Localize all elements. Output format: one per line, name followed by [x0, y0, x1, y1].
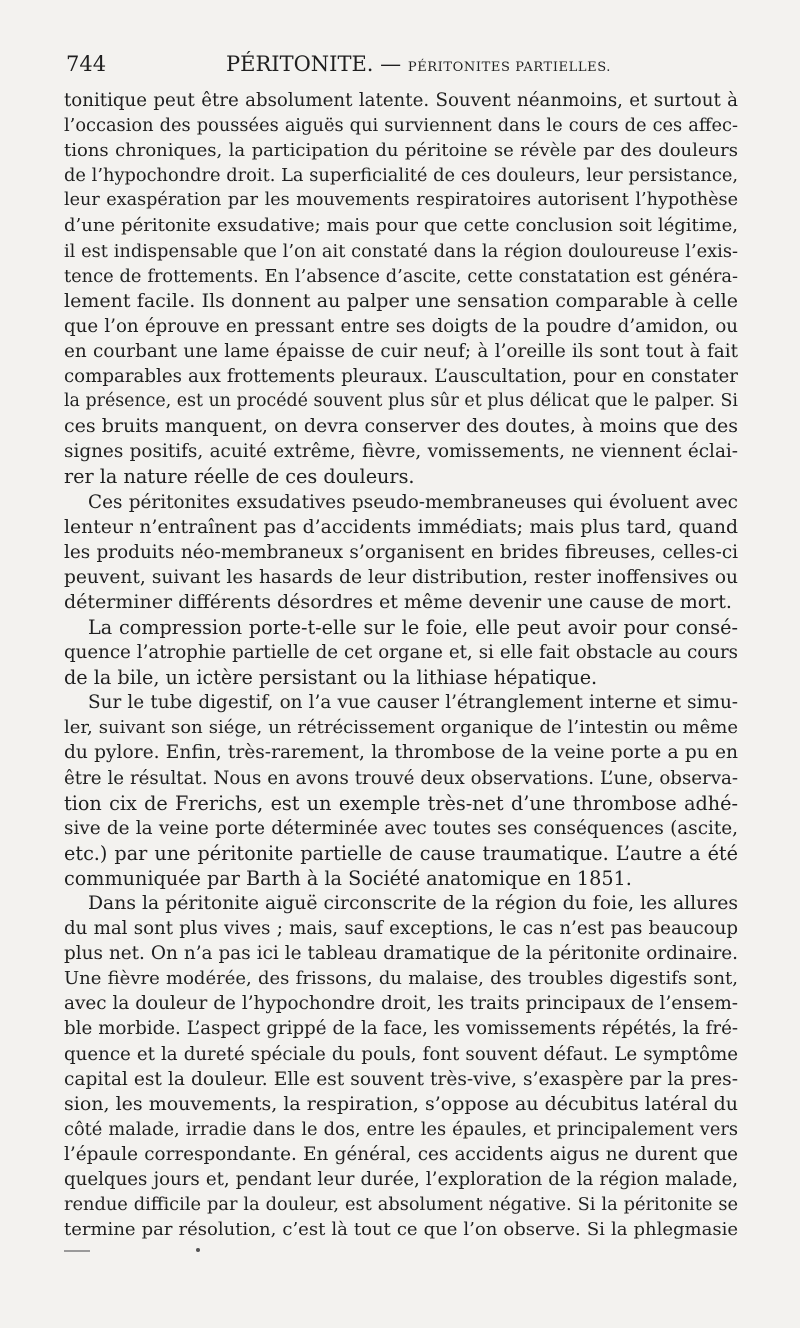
- text-line: Dans la péritonite aiguë circonscrite de la région du foie, les allures: [88, 893, 738, 914]
- text-line: ces bruits manquent, on devra conserver des doutes, à moins que des: [64, 415, 738, 438]
- text-line: tonitique peut être absolument latente. Souvent néanmoins, et surtout à: [64, 90, 738, 111]
- text-line: de la bile, un ictère persistant ou la lithiase hépatique.: [64, 666, 598, 690]
- text-line: tion cix de Frerichs, est un exemple très-net d’une thrombose adhé-: [64, 791, 738, 815]
- text-line: les produits néo-membraneux s’organisent en brides fibreuses, celles-ci: [64, 541, 738, 563]
- text-line: rendue difficile par la douleur, est absolument négative. Si la péritonite se: [64, 1194, 738, 1216]
- text-line: Une fièvre modérée, des frissons, du malaise, des troubles digestifs sont,: [64, 968, 738, 990]
- text-line: etc.) par une péritonite partielle de cause traumatique. L’autre a été: [64, 841, 738, 865]
- text-line: sion, les mouvements, la respiration, s’oppose au décubitus latéral du: [64, 1092, 738, 1115]
- text-line: Sur le tube digestif, on l’a vue causer l’étranglement interne et simu-: [88, 692, 738, 714]
- text-line: être le résultat. Nous en avons trouvé deux observations. L’une, observa-: [64, 767, 738, 789]
- title-separator: —: [373, 52, 408, 76]
- text-line: déterminer différents désordres et même devenir une cause de mort.: [64, 590, 732, 613]
- text-line: du pylore. Enfin, très-rarement, la thrombose de la veine porte a pu en: [64, 742, 738, 764]
- section-title: PÉRITONITES PARTIELLES.: [407, 60, 611, 75]
- text-line: plus net. On n’a pas ici le tableau dramatique de la péritonite ordinaire.: [64, 943, 738, 965]
- text-line: communiquée par Barth à la Société anatomique en 1851.: [64, 866, 632, 890]
- text-line: que l’on éprouve en pressant entre ses doigts de la poudre d’amidon, ou: [64, 315, 738, 337]
- text-line: quence l’atrophie partielle de cet organe et, si elle fait obstacle au cours: [64, 642, 738, 664]
- text-line: la présence, est un procédé souvent plus sûr et plus délicat que le palper. Si: [64, 391, 738, 412]
- text-line: en courbant une lame épaisse de cuir neuf; à l’oreille ils sont tout à fait: [64, 340, 738, 362]
- text-line: l’occasion des poussées aiguës qui surviennent dans le cours de ces affec-: [64, 115, 738, 137]
- text-line: du mal sont plus vives ; mais, sauf exceptions, le cas n’est pas beaucoup: [64, 918, 738, 940]
- running-header: [66, 52, 738, 86]
- page-number: 744: [66, 52, 107, 76]
- text-line: termine par résolution, c’est là tout ce que l’on observe. Si la phlegmasie: [64, 1219, 738, 1241]
- text-line: La compression porte-t-elle sur le foie, elle peut avoir pour consé-: [88, 615, 738, 639]
- text-line: tions chroniques, la participation du péritoine se révèle par des douleurs: [64, 140, 738, 162]
- footer-mark: [196, 1248, 200, 1252]
- text-line: signes positifs, acuité extrême, fièvre, vomissements, ne viennent éclai-: [64, 441, 738, 463]
- text-line: côté malade, irradie dans le dos, entre les épaules, et principalement vers: [64, 1118, 738, 1140]
- text-line: lenteur n’entraînent pas d’accidents immédiats; mais plus tard, quand: [64, 516, 738, 538]
- text-line: tence de frottements. En l’absence d’ascite, cette constatation est généra-: [64, 265, 738, 287]
- text-line: peuvent, suivant les hasards de leur distribution, rester inoffensives ou: [64, 566, 738, 588]
- text-line: de l’hypochondre droit. La superficialité de ces douleurs, leur persistance,: [64, 165, 738, 187]
- footer-rule: [64, 1250, 90, 1252]
- text-line: comparables aux frottements pleuraux. L’auscultation, pour en constater: [64, 366, 738, 388]
- text-line: quence et la dureté spéciale du pouls, font souvent défaut. Le symptôme: [64, 1043, 738, 1065]
- text-line: ble morbide. L’aspect grippé de la face, les vomissements répétés, la fré-: [64, 1018, 738, 1040]
- text-line: quelques jours et, pendant leur durée, l’exploration de la région malade,: [64, 1169, 738, 1191]
- text-line: Ces péritonites exsudatives pseudo-membraneuses qui évoluent avec: [88, 491, 738, 513]
- text-line: l’épaule correspondante. En général, ces accidents aigus ne durent que: [64, 1143, 738, 1165]
- text-line: sive de la veine porte déterminée avec toutes ses conséquences (ascite,: [64, 817, 738, 839]
- text-line: d’une péritonite exsudative; mais pour que cette conclusion soit légitime,: [64, 215, 738, 237]
- chapter-title: PÉRITONITE.: [226, 52, 374, 76]
- running-title: [226, 52, 611, 76]
- text-line: avec la douleur de l’hypochondre droit, les traits principaux de l’ensem-: [64, 993, 738, 1015]
- text-line: il est indispensable que l’on ait constaté dans la région douloureuse l’exis-: [64, 240, 738, 262]
- text-line: ler, suivant son siége, un rétrécissement organique de l’intestin ou même: [64, 717, 738, 739]
- body-text: [64, 88, 738, 1242]
- text-line: rer la nature réelle de ces douleurs.: [64, 465, 415, 489]
- text-line: lement facile. Ils donnent au palper une sensation comparable à celle: [64, 289, 738, 312]
- text-line: capital est la douleur. Elle est souvent très-vive, s’exaspère par la pres-: [64, 1068, 738, 1090]
- text-line: leur exaspération par les mouvements respiratoires autorisent l’hypothèse: [64, 190, 738, 211]
